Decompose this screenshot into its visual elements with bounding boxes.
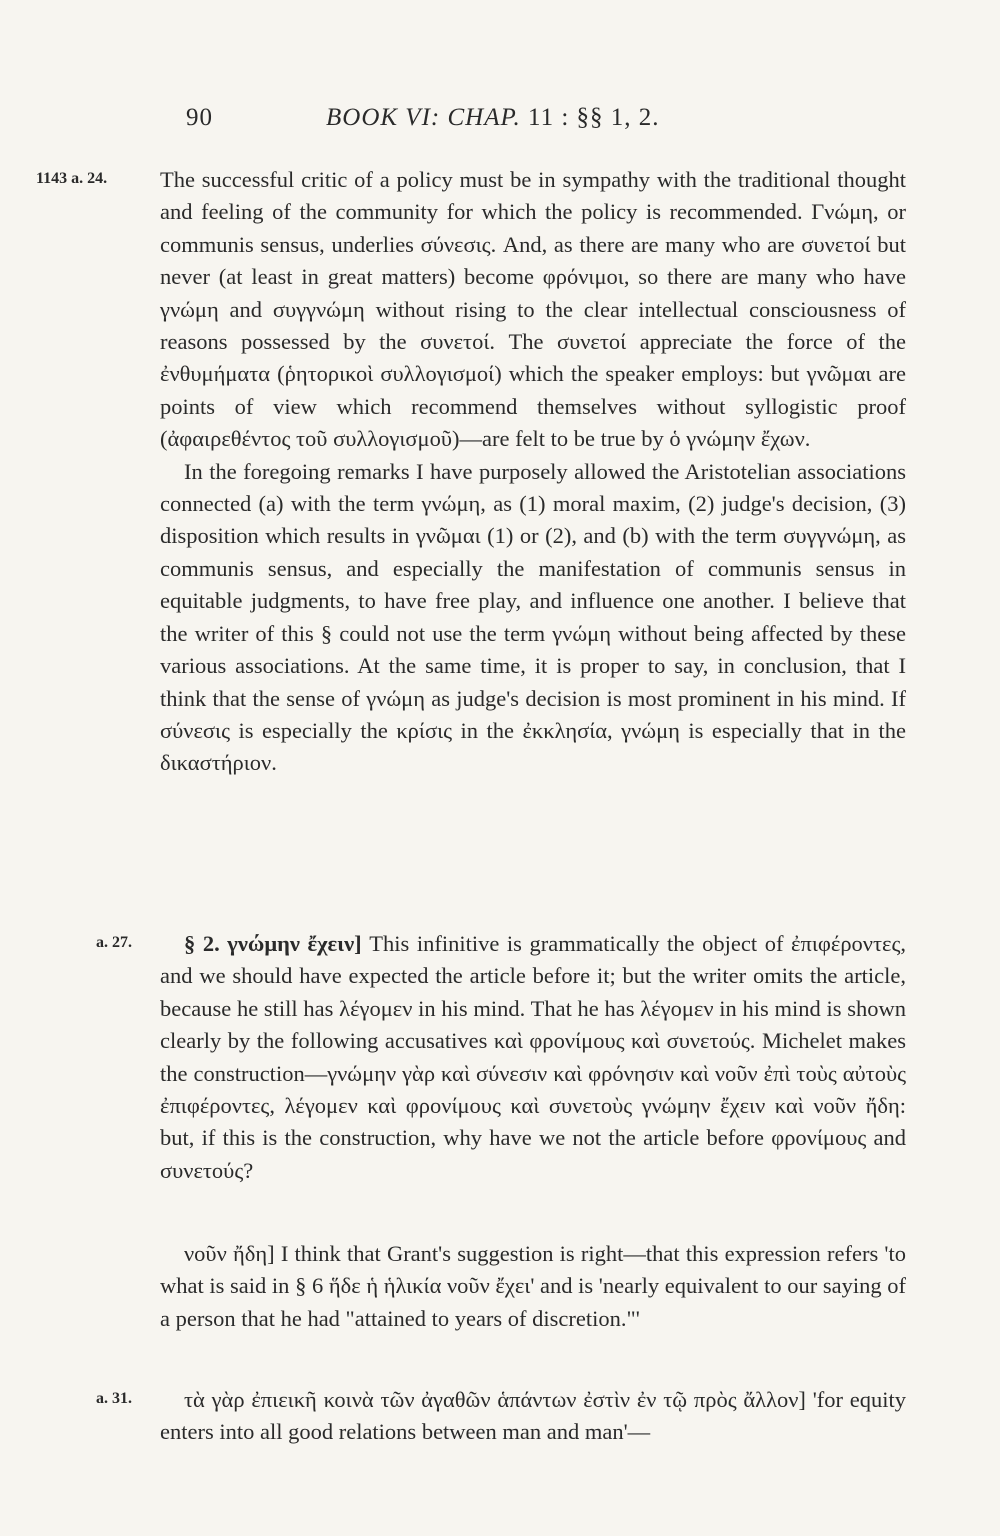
commentary-note — [160, 1238, 906, 1335]
note-paragraph — [160, 1384, 906, 1449]
running-header — [0, 104, 1000, 144]
marginal-reference: 1143 a. 24. — [36, 170, 108, 187]
lemma: νοῦν ἤδη] — [184, 1241, 275, 1266]
commentary-note — [160, 928, 906, 1187]
note-paragraph: The successful critic of a policy must be in sympathy with the traditional thought and feeling of the community for which the policy is recommended. Γνώμη, or communis sensus, underlies σύνεσις. And, as there are many who are συνετοί but never (at least in great matters) become φρόνιμοι, so there are many who have γνώμη and συγγνώμη without rising to the clear intellectual consciousness of reasons possessed by the συνετοί. The συνετοί appreciate the force of the ἐνθυμήματα (ῥητορικοὶ συλλογισμοί) which the speaker employs: but γνῶμαι are points of view which recommend themselves without syllogistic proof (ἀφαιρεθέντος τοῦ συλλογισμοῦ)—are felt to be true by ὁ γνώμην ἔχων. — [160, 167, 906, 452]
book-chapter-title: BOOK VI: CHAP. — [326, 104, 521, 131]
chapter-section: 11 : §§ 1, 2. — [528, 104, 660, 131]
commentary-note — [160, 164, 906, 780]
lemma: § 2. γνώμην ἔχειν] — [184, 931, 362, 956]
note-paragraph — [160, 928, 906, 1187]
page-number: 90 — [186, 104, 213, 131]
note-text: I think that Grant's suggestion is right—that this expression refers 'to what is said in § 6 ἥδε ἡ ἡλικία νοῦν ἔχει' and is 'nearly equivalent to our saying of a person that he had "attained to years of discretion."' — [160, 1241, 906, 1331]
note-paragraph — [160, 1238, 906, 1335]
note-text: This infinitive is grammatically the object of ἐπιφέροντες, and we should have expected the article before it; but the writer omits the article, because he still has λέγομεν in his mind. That he has λέγομεν in his mind is shown clearly by the following accusatives καὶ φρονίμους καὶ συνετούς. Michelet makes the construction—γνώμην γὰρ καὶ σύνεσιν καὶ φρόνησιν καὶ νοῦν ἐπὶ τοὺς αὐτοὺς ἐπιφέροντες, λέγομεν καὶ φρονίμους καὶ συνετοὺς γνώμην ἔχειν καὶ νοῦν ἤδη: but, if this is the construction, why have we not the article before φρονίμους and συνετούς? — [160, 931, 907, 1183]
running-title — [326, 104, 660, 132]
lemma: τὰ γὰρ ἐπιεικῆ κοινὰ τῶν ἀγαθῶν ἁπάντων ἐστὶν ἐν τῷ πρὸς ἄλλον] — [184, 1387, 806, 1412]
marginal-reference: a. 31. — [96, 1390, 132, 1407]
note-paragraph: In the foregoing remarks I have purposely allowed the Aristotelian associations connected (a) with the term γνώμη, as (1) moral maxim, (2) judge's decision, (3) disposition which results in γνῶμαι (1) or (2), and (b) with the term συγγνώμη, as communis sensus, and especially the manifestation of communis sensus in equitable judgments, to have free play, and influence one another. I believe that the writer of this § could not use the term γνώμη without being affected by these various associations. At the same time, it is proper to say, in conclusion, that I think that the sense of γνώμη as judge's decision is most prominent in his mind. If σύνεσις is especially the κρίσις in the ἐκκλησία, γνώμη is especially that in the δικαστήριον. — [160, 458, 906, 776]
marginal-reference: a. 27. — [96, 934, 132, 951]
commentary-note — [160, 1384, 906, 1449]
note-text: 'for equity enters into all good relations between man and man'— — [160, 1387, 907, 1445]
